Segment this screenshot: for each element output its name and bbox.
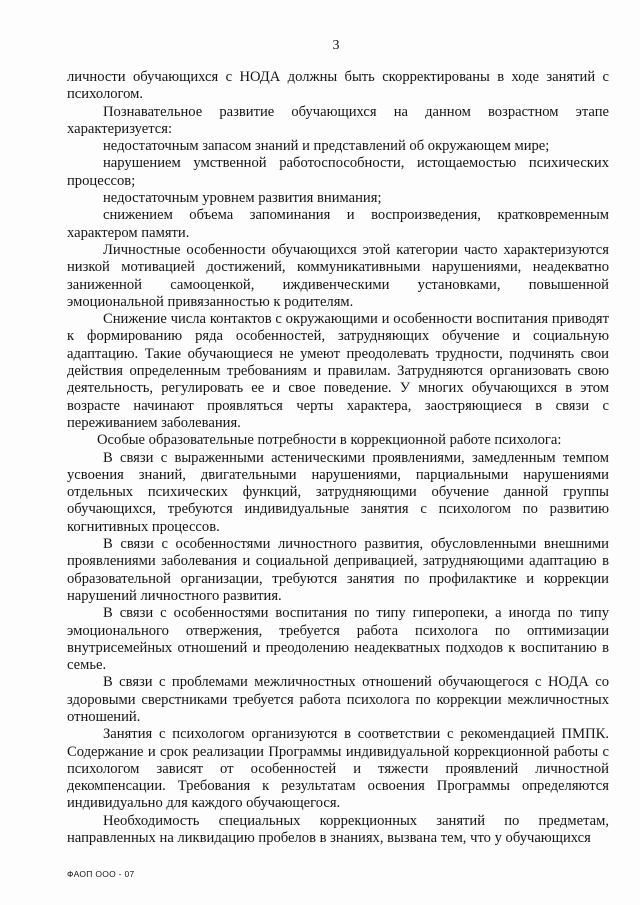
body-text	[67, 69, 609, 847]
paragraph-cognitive-intro: Познавательное развитие обучающихся на данном возрастном этапе характеризуется:	[67, 103, 609, 137]
page-number: 3	[332, 38, 340, 53]
list-item-knowledge: недостаточным запасом знаний и представлений об окружающем мире;	[103, 138, 550, 155]
paragraph-interpersonal: В связи с проблемами межличностных отношений обучающегося с НОДА со здоровыми сверстниками требуется работа психолога по коррекции межличностных отношений.	[67, 674, 609, 725]
paragraph-pmpk: Занятия с психологом организуются в соответствии с рекомендацией ПМПК. Содержание и срок реализации Программы индивидуальной коррекционной работы с психологом зависят от особенностей и тяжести проявлений личностной декомпенсации. Требования к результатам освоения Программы определяются индивидуально для каждого обучающегося.	[67, 726, 609, 812]
footer-label: ФАОП ООО - 07	[67, 869, 135, 879]
paragraph-special-lessons: Необходимость специальных коррекционных занятий по предметам, направленных на ликвидацию пробелов в знаниях, вызвана тем, что у обучающихся	[67, 812, 609, 847]
list-item-attention: недостаточным уровнем развития внимания;	[103, 190, 382, 207]
paragraph-special-needs-heading: Особые образовательные потребности в коррекционной работе психолога:	[97, 432, 562, 449]
paragraph-contacts: Снижение числа контактов с окружающими и особенности воспитания приводят к формированию ряда особенностей, затрудняющих обучение и социальную адаптацию. Такие обучающиеся не умеют преодолевать трудности, подчинять свои действия определенным требованиям и правилам. Затрудняются организовать свою деятельность, регулировать ее и свое поведение. У многих обучающихся в этом возрасте начинают проявляться черты характера, заостряющиеся в связи с переживанием заболевания.	[67, 311, 609, 431]
list-item-memory: снижением объема запоминания и воспроизведения, кратковременным характером памяти.	[67, 207, 609, 241]
paragraph-personality: Личностные особенности обучающихся этой категории часто характеризуются низкой мотивацией достижений, коммуникативными нарушениями, неадекватно заниженной самооценкой, иждивенческими установками, повышенной эмоциональной привязанностью к родителям.	[67, 241, 609, 310]
paragraph-upbringing: В связи с особенностями воспитания по типу гиперопеки, а иногда по типу эмоционального отвержения, требуется работа психолога по оптимизации внутрисемейных отношений и преодолению неадекватных подходов к воспитанию в семье.	[67, 605, 609, 674]
list-item-workability: нарушением умственной работоспособности, истощаемостью психических процессов;	[67, 155, 609, 189]
paragraph-personal-development: В связи с особенностями личностного развития, обусловленными внешними проявлениями заболевания и социальной депривацией, затрудняющими адаптацию в образовательной организации, требуются занятия по профилактике и коррекции нарушений личностного развития.	[67, 536, 609, 604]
paragraph-asthenic: В связи с выраженными астеническими проявлениями, замедленным темпом усвоения знаний, двигательными нарушениями, парциальными нарушениями отдельных психических функций, затрудняющими обучение данной группы обучающихся, требуются индивидуальные занятия с психологом по развитию когнитивных процессов.	[67, 449, 609, 535]
paragraph-continuation: личности обучающихся с НОДА должны быть скорректированы в ходе занятий с психологом.	[67, 69, 609, 103]
